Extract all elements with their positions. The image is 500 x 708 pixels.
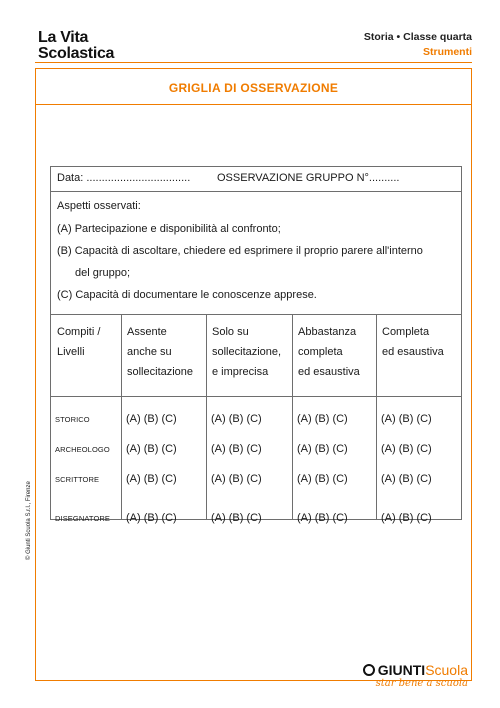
cell-scrittore-completa[interactable]: (A) (B) (C) <box>381 473 432 485</box>
subject-label: Storia • Classe quarta <box>363 31 472 43</box>
aspect-c: (C) Capacità di documentare le conoscenze apprese. <box>57 289 317 301</box>
cell-scrittore-assente[interactable]: (A) (B) (C) <box>126 473 177 485</box>
brand-name: GIUNTIScuola <box>363 662 468 678</box>
magazine-logo <box>38 30 114 62</box>
observed-aspects <box>51 191 461 315</box>
brand-slogan: star bene a scuola <box>375 678 468 689</box>
date-field[interactable]: Data: .................................. <box>57 172 191 184</box>
cell-scrittore-solo-su[interactable]: (A) (B) (C) <box>211 473 262 485</box>
row-label-storico: STORICO <box>55 415 90 424</box>
cell-disegnatore-assente[interactable]: (A) (B) (C) <box>126 512 177 524</box>
cell-storico-solo-su[interactable]: (A) (B) (C) <box>211 413 262 425</box>
giunti-logo-icon <box>363 664 375 676</box>
aspect-a: (A) Partecipazione e disponibilità al confronto; <box>57 223 281 235</box>
cell-archeologo-assente[interactable]: (A) (B) (C) <box>126 443 177 455</box>
header-compiti: Compiti / Livelli <box>57 326 101 358</box>
aspect-b-cont: del gruppo; <box>75 267 131 279</box>
copyright-note: © Giunti Scuola S.r.l., Firenze <box>26 481 32 560</box>
header-abbastanza: Abbastanza completa ed esaustiva <box>298 326 360 378</box>
cell-storico-completa[interactable]: (A) (B) (C) <box>381 413 432 425</box>
aspect-b: (B) Capacità di ascoltare, chiedere ed esprimere il proprio parere all'interno <box>57 245 423 257</box>
col-divider <box>121 314 122 519</box>
logo-line-2: Scolastica <box>38 45 115 62</box>
brand-scuola: Scuola <box>425 662 468 678</box>
header-info <box>364 30 472 60</box>
row-label-disegnatore: DISEGNATORE <box>55 514 110 523</box>
cell-disegnatore-completa[interactable]: (A) (B) (C) <box>381 512 432 524</box>
col-divider <box>376 314 377 519</box>
date-row <box>51 167 461 192</box>
cell-scrittore-abbastanza[interactable]: (A) (B) (C) <box>297 473 348 485</box>
publisher-brand <box>363 662 468 689</box>
cell-disegnatore-solo-su[interactable]: (A) (B) (C) <box>211 512 262 524</box>
aspects-title: Aspetti osservati: <box>57 200 141 212</box>
title-divider <box>36 104 471 105</box>
group-number-field[interactable]: OSSERVAZIONE GRUPPO N°.......... <box>217 172 400 184</box>
header-completa: Completa ed esaustiva <box>382 326 444 358</box>
cell-storico-assente[interactable]: (A) (B) (C) <box>126 413 177 425</box>
page-title: GRIGLIA DI OSSERVAZIONE <box>168 81 339 95</box>
col-divider <box>206 314 207 519</box>
header-divider <box>35 62 472 63</box>
col-divider <box>292 314 293 519</box>
header-assente: Assente anche su sollecitazione <box>127 326 194 378</box>
cell-archeologo-solo-su[interactable]: (A) (B) (C) <box>211 443 262 455</box>
row-label-scrittore: SCRITTORE <box>55 475 100 484</box>
observation-table <box>51 314 461 524</box>
logo-line-1: La Vita <box>38 29 89 46</box>
row-label-archeologo: ARCHEOLOGO <box>55 445 110 454</box>
header-row-divider <box>51 396 461 397</box>
cell-archeologo-completa[interactable]: (A) (B) (C) <box>381 443 432 455</box>
cell-archeologo-abbastanza[interactable]: (A) (B) (C) <box>297 443 348 455</box>
section-label: Strumenti <box>422 46 472 58</box>
observation-sheet <box>50 166 462 524</box>
cell-storico-abbastanza[interactable]: (A) (B) (C) <box>297 413 348 425</box>
cell-disegnatore-abbastanza[interactable]: (A) (B) (C) <box>297 512 348 524</box>
header-solo-su: Solo su sollecitazione, e imprecisa <box>212 326 282 378</box>
